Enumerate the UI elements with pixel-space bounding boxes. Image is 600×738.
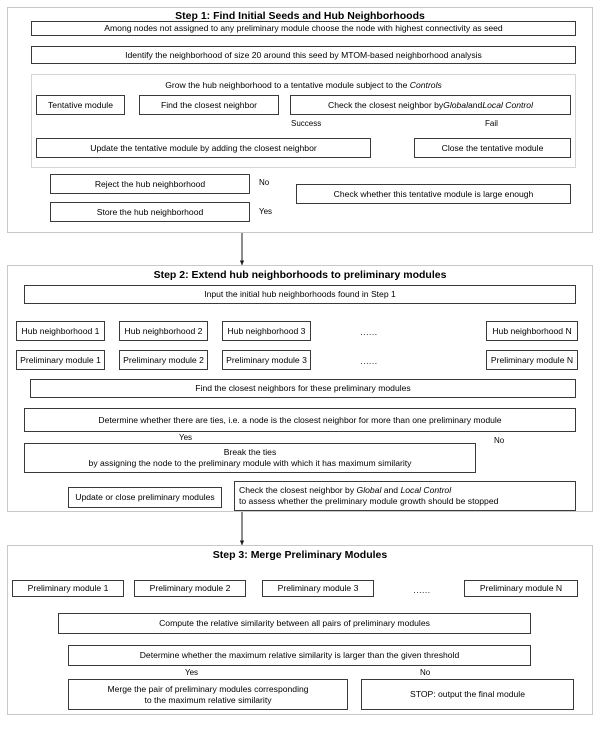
box-step3-preliminary-module-2[interactable]: Preliminary module 2 xyxy=(134,580,246,597)
ellipsis-hub-row: ...... xyxy=(360,327,378,337)
label-fail: Fail xyxy=(485,119,498,128)
label-success: Success xyxy=(291,119,322,128)
label-no-step2: No xyxy=(494,436,505,445)
box-find-closest-neighbor[interactable]: Find the closest neighbor xyxy=(139,95,279,115)
box-reject-hub-neighborhood[interactable]: Reject the hub neighborhood xyxy=(50,174,250,194)
label-yes-step1: Yes xyxy=(259,207,273,216)
label-yes-step3: Yes xyxy=(185,668,199,677)
box-step3-preliminary-module-n[interactable]: Preliminary module N xyxy=(464,580,578,597)
box-determine-threshold[interactable]: Determine whether the maximum relative similarity is larger than the given threshold xyxy=(68,645,531,666)
box-update-close-preliminary-modules[interactable]: Update or close preliminary modules xyxy=(68,487,222,508)
box-step3-preliminary-module-3[interactable]: Preliminary module 3 xyxy=(262,580,374,597)
break-ties-line1: Break the ties xyxy=(223,447,277,458)
box-determine-ties[interactable]: Determine whether there are ties, i.e. a node is the closest neighbor for more than one preliminary module xyxy=(24,408,576,432)
ellipsis-preliminary-row: ...... xyxy=(360,356,378,366)
box-compute-relative-similarity[interactable]: Compute the relative similarity between all pairs of preliminary modules xyxy=(58,613,531,634)
box-break-ties[interactable] xyxy=(24,443,476,473)
box-identify-neighborhood[interactable]: Identify the neighborhood of size 20 around this seed by MTOM-based neighborhood analysis xyxy=(31,46,576,64)
box-close-tentative-module[interactable]: Close the tentative module xyxy=(414,138,571,158)
box-preliminary-module-1[interactable]: Preliminary module 1 xyxy=(16,350,105,370)
label-yes-step2: Yes xyxy=(179,433,193,442)
ellipsis-step3-row: ...... xyxy=(413,585,431,595)
box-hub-neighborhood-2[interactable]: Hub neighborhood 2 xyxy=(119,321,208,341)
box-input-hub-neighborhoods[interactable]: Input the initial hub neighborhoods found in Step 1 xyxy=(24,285,576,304)
box-merge-pair[interactable] xyxy=(68,679,348,710)
box-grow-hub-caption xyxy=(33,78,574,93)
box-preliminary-module-n[interactable]: Preliminary module N xyxy=(486,350,578,370)
box-hub-neighborhood-3[interactable]: Hub neighborhood 3 xyxy=(222,321,311,341)
step2-title: Step 2: Extend hub neighborhoods to preliminary modules xyxy=(153,269,447,281)
box-find-closest-neighbors[interactable]: Find the closest neighbors for these preliminary modules xyxy=(30,379,576,398)
box-hub-neighborhood-1[interactable]: Hub neighborhood 1 xyxy=(16,321,105,341)
merge-line2: to the maximum relative similarity xyxy=(144,694,272,705)
merge-line1: Merge the pair of preliminary modules corresponding xyxy=(107,683,309,694)
box-check-closest-neighbor[interactable]: Check the closest neighbor by Global and Local Control xyxy=(290,95,571,115)
grow-hub-text-part1: Grow the hub neighborhood to a tentative module subject to the Controls xyxy=(165,80,442,91)
box-tentative-module[interactable]: Tentative module xyxy=(36,95,125,115)
box-step3-preliminary-module-1[interactable]: Preliminary module 1 xyxy=(12,580,124,597)
box-stop-output-final-module[interactable]: STOP: output the final module xyxy=(361,679,574,710)
box-hub-neighborhood-n[interactable]: Hub neighborhood N xyxy=(486,321,578,341)
check-control-line1: Check the closest neighbor by Global and Local Control xyxy=(239,485,452,496)
box-check-control-step2[interactable] xyxy=(234,481,576,511)
step1-title: Step 1: Find Initial Seeds and Hub Neighborhoods xyxy=(175,10,425,22)
box-choose-seed[interactable]: Among nodes not assigned to any preliminary module choose the node with highest connectivity as seed xyxy=(31,21,576,36)
box-check-module-large-enough[interactable]: Check whether this tentative module is large enough xyxy=(296,184,571,204)
box-preliminary-module-2[interactable]: Preliminary module 2 xyxy=(119,350,208,370)
box-preliminary-module-3[interactable]: Preliminary module 3 xyxy=(222,350,311,370)
label-no-step3: No xyxy=(420,668,431,677)
box-update-tentative-module[interactable]: Update the tentative module by adding the closest neighbor xyxy=(36,138,371,158)
break-ties-line2: by assigning the node to the preliminary module with which it has maximum similarity xyxy=(88,458,412,468)
box-store-hub-neighborhood[interactable]: Store the hub neighborhood xyxy=(50,202,250,222)
label-no-step1: No xyxy=(259,178,270,187)
check-control-line2: to assess whether the preliminary module growth should be stopped xyxy=(239,496,499,506)
step3-title: Step 3: Merge Preliminary Modules xyxy=(212,549,388,561)
